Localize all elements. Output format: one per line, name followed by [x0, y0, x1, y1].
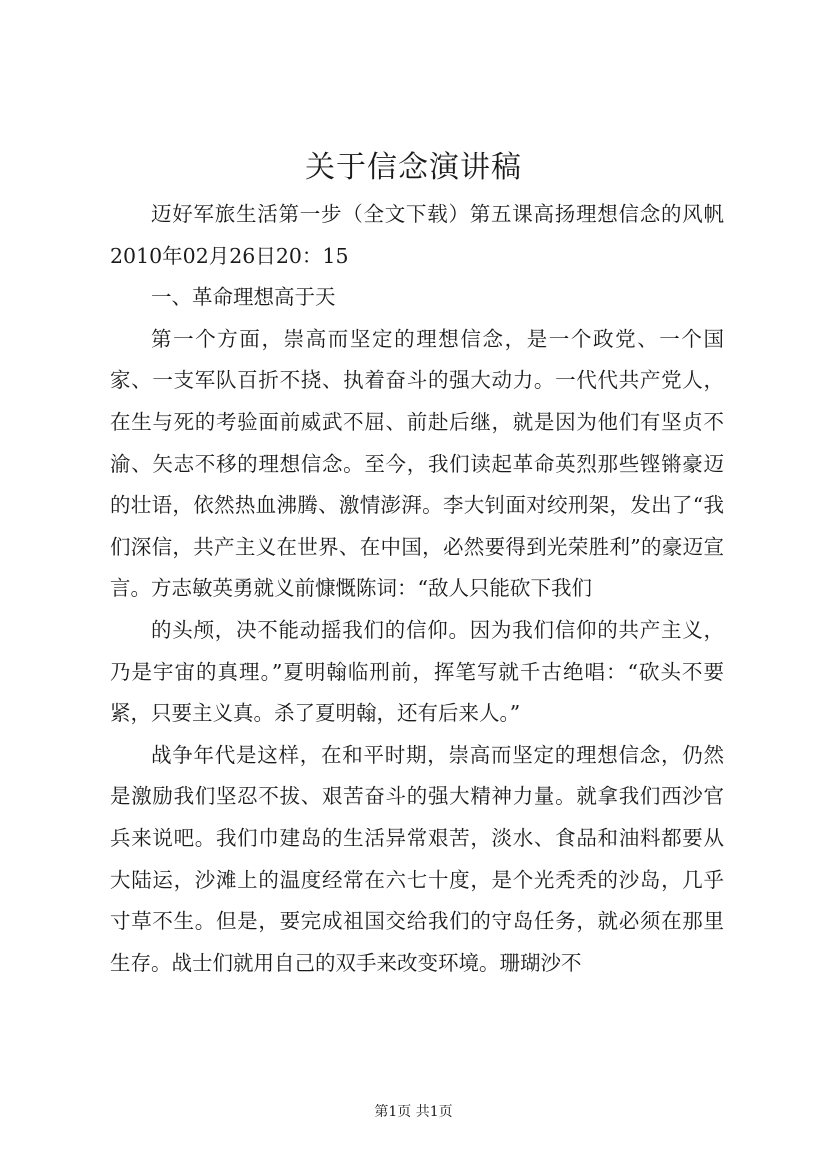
- paragraph-heading: 一、革命理想高于天: [151, 285, 336, 310]
- paragraph-intro: 迈好军旅生活第一步（全文下载）第五课高扬理想信念的风帆2010年02月26日20：15: [110, 202, 724, 268]
- paragraph-body: 的头颅，决不能动摇我们的信仰。因为我们信仰的共产主义，乃是宇宙的真理。”夏明翰临刑前，挥笔写就千古绝唱：“砍头不要紧，只要主义真。杀了夏明翰，还有后来人。”: [110, 617, 724, 726]
- paragraph-body: 第一个方面，崇高而坚定的理想信念，是一个政党、一个国家、一支军队百折不挠、执着奋斗的强大动力。一代代共产党人，在生与死的考验面前威武不屈、前赴后继，就是因为他们有坚贞不渝、矢志不移的理想信念。至今，我们读起革命英烈那些铿锵豪迈的壮语，依然热血沸腾、激情澎湃。李大钊面对绞刑架，发出了“我们深信，共产主义在世界、在中国，必然要得到光荣胜利”的豪迈宣言。方志敏英勇就义前慷慨陈词：“敌人只能砍下我们: [110, 326, 724, 601]
- document-body: [110, 194, 724, 984]
- paragraph-body: 战争年代是这样，在和平时期，崇高而坚定的理想信念，仍然是激励我们坚忍不拔、艰苦奋斗的强大精神力量。就拿我们西沙官兵来说吧。我们巾建岛的生活异常艰苦，淡水、食品和油料都要从大陆运，沙滩上的温度经常在六七十度，是个光秃秃的沙岛，几乎寸草不生。但是，要完成祖国交给我们的守岛任务，就必须在那里生存。战士们就用自己的双手来改变环境。珊瑚沙不: [110, 742, 724, 975]
- document-title: 关于信念演讲稿: [305, 150, 522, 185]
- page-footer: 第1页 共1页: [374, 1104, 453, 1120]
